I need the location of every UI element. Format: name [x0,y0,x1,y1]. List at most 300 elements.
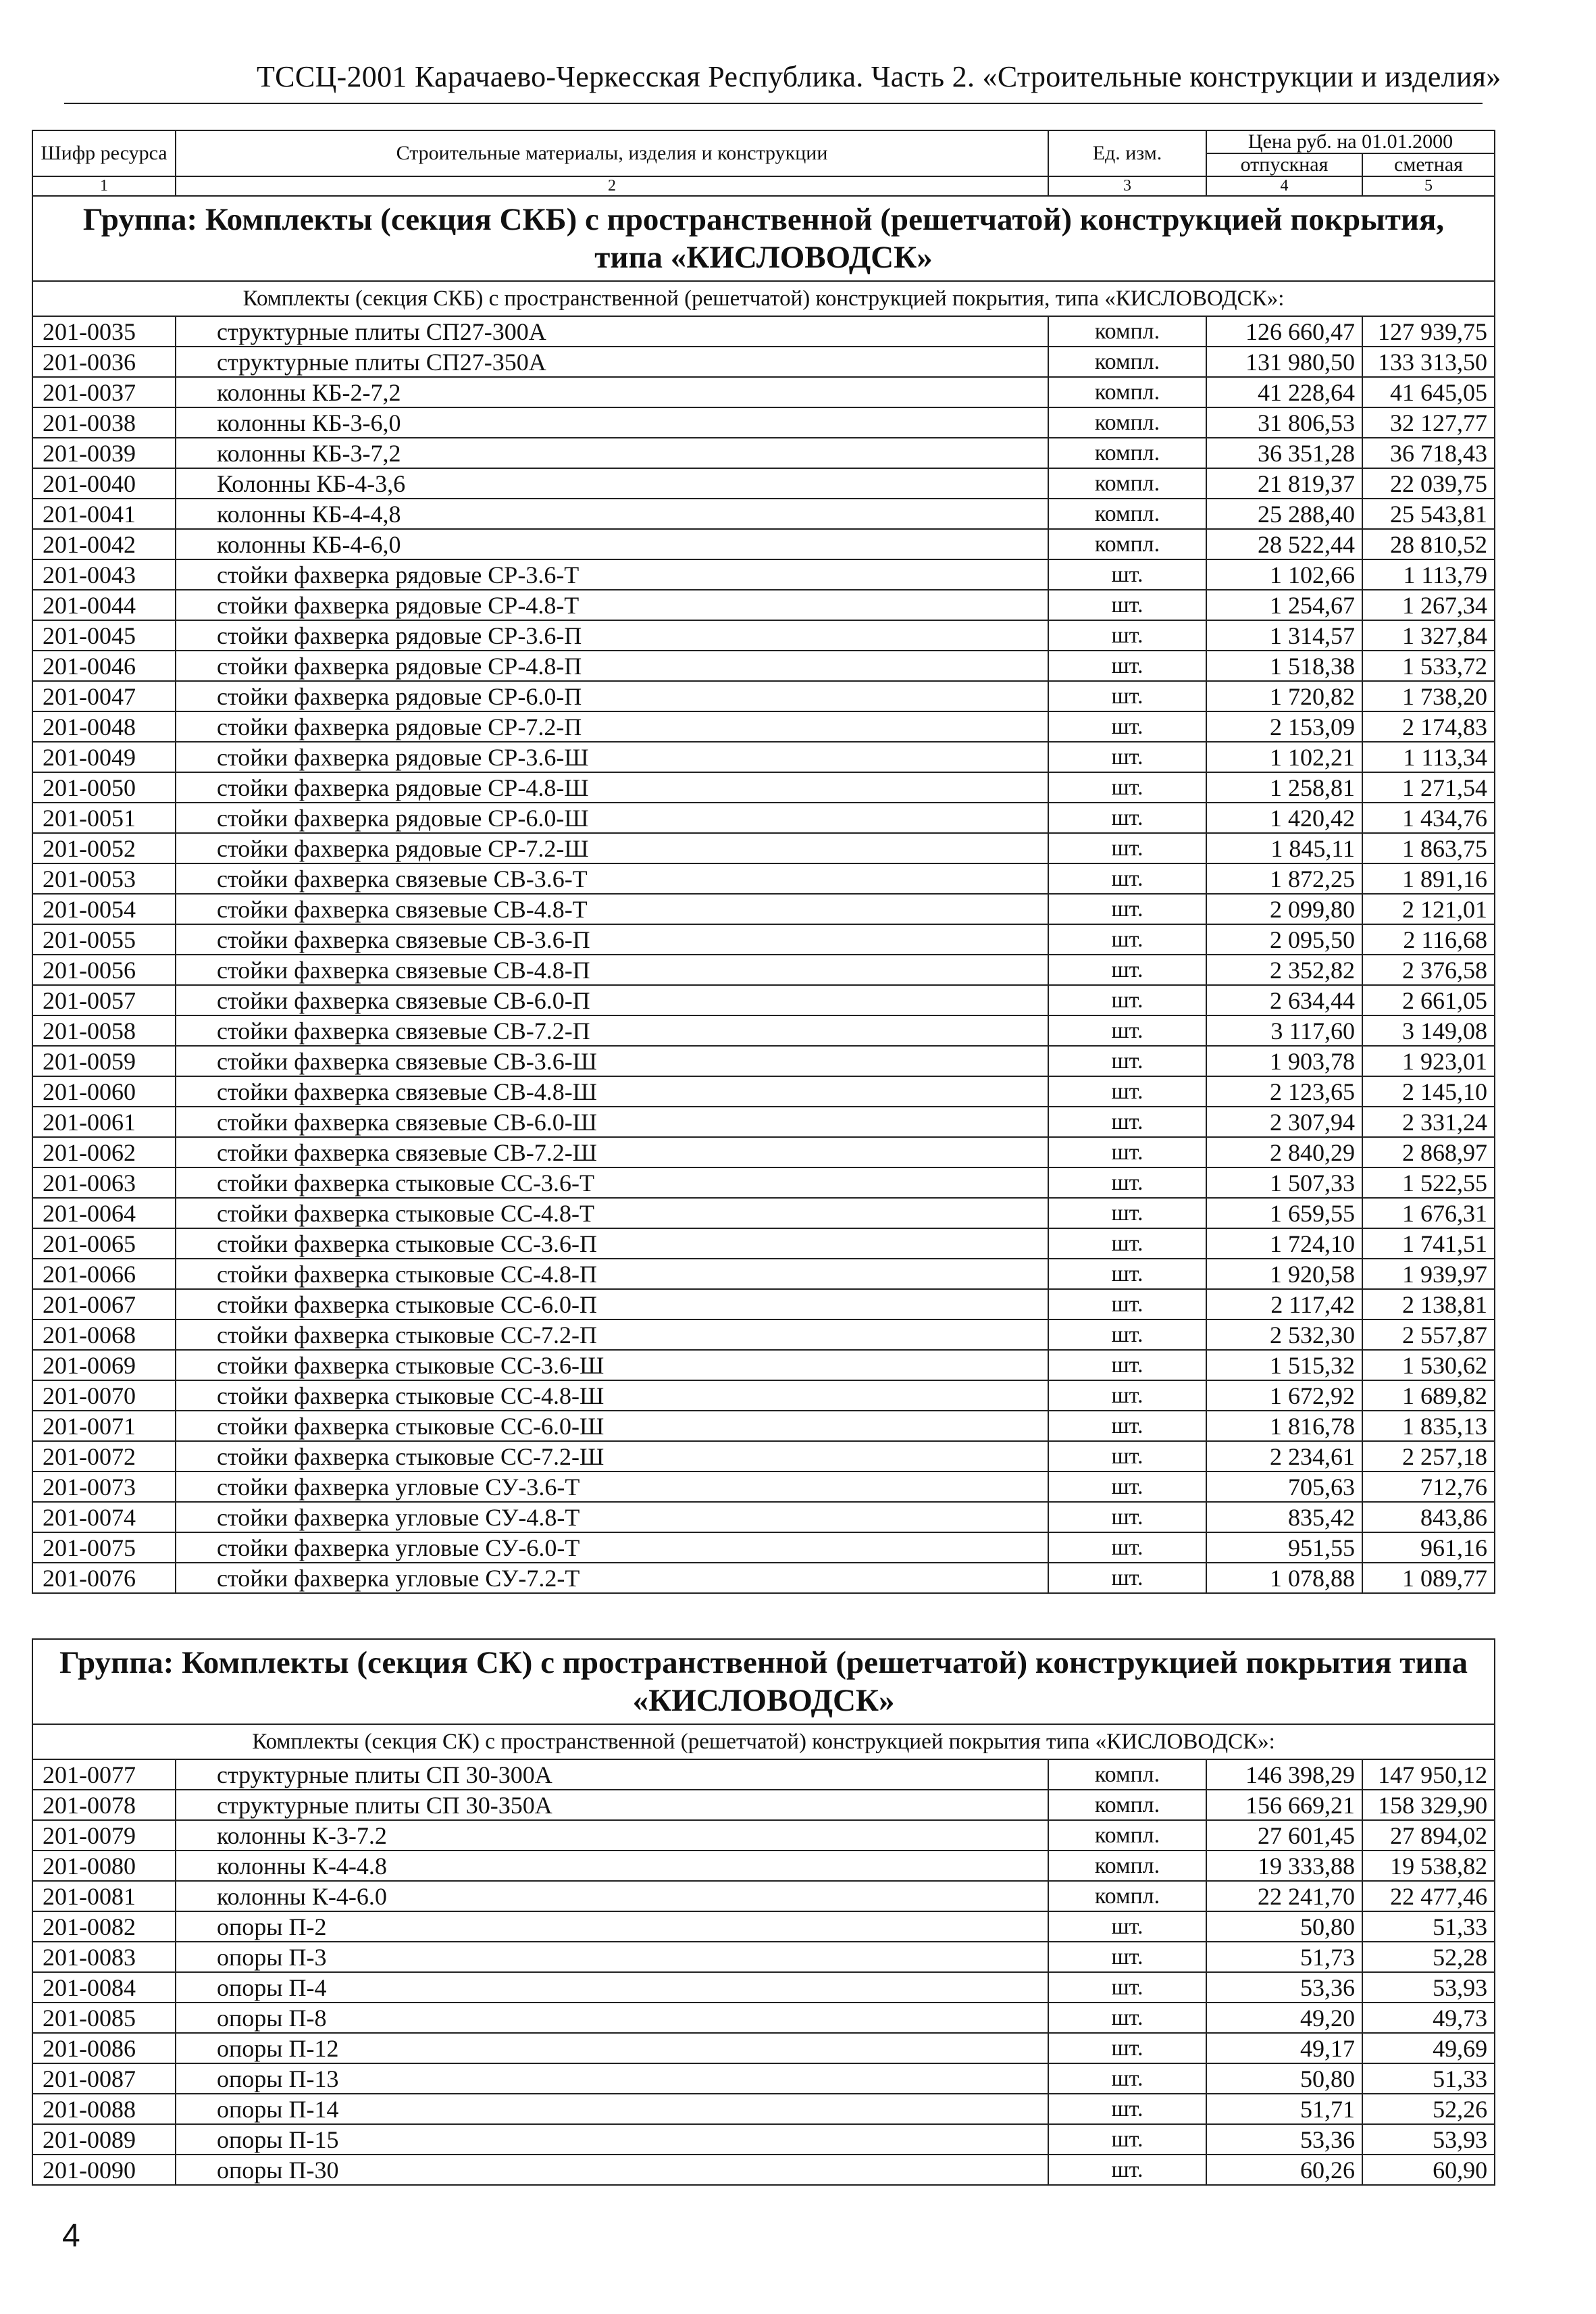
material-name: стойки фахверка связевые СВ-6.0-Ш [176,1107,1048,1137]
material-name: стойки фахверка стыковые СС-4.8-Т [176,1198,1048,1228]
resource-code: 201-0044 [32,590,176,620]
material-name: стойки фахверка стыковые СС-3.6-П [176,1228,1048,1259]
estimate-price: 1 741,51 [1362,1228,1495,1259]
table-row [32,2063,1495,2094]
material-name: стойки фахверка связевые СВ-3.6-Т [176,863,1048,894]
material-name: стойки фахверка стыковые СС-4.8-П [176,1259,1048,1289]
unit: шт. [1048,651,1206,681]
estimate-price: 1 267,34 [1362,590,1495,620]
estimate-price: 1 522,55 [1362,1167,1495,1198]
resource-code: 201-0088 [32,2094,176,2124]
table-row [32,863,1495,894]
unit: компл. [1048,1881,1206,1911]
table-row [32,407,1495,438]
material-name: стойки фахверка рядовые СР-7.2-Ш [176,833,1048,863]
col-number: 3 [1048,176,1206,196]
estimate-price: 1 434,76 [1362,803,1495,833]
page-number: 4 [62,2218,80,2254]
estimate-price: 158 329,90 [1362,1790,1495,1820]
table-row [32,468,1495,499]
material-name: стойки фахверка рядовые СР-3.6-Т [176,559,1048,590]
estimate-price: 843,86 [1362,1502,1495,1532]
resource-code: 201-0063 [32,1167,176,1198]
estimate-price: 52,28 [1362,1942,1495,1972]
unit: шт. [1048,559,1206,590]
unit: шт. [1048,2124,1206,2155]
unit: шт. [1048,681,1206,711]
estimate-price: 1 327,84 [1362,620,1495,651]
release-price: 2 234,61 [1206,1441,1362,1472]
resource-code: 201-0062 [32,1137,176,1167]
material-name: стойки фахверка стыковые СС-4.8-Ш [176,1380,1048,1411]
resource-code: 201-0055 [32,924,176,955]
table-row [32,2033,1495,2063]
release-price: 1 518,38 [1206,651,1362,681]
col-number: 1 [32,176,176,196]
release-price: 2 153,09 [1206,711,1362,742]
unit: компл. [1048,1759,1206,1790]
material-name: колонны КБ-3-6,0 [176,407,1048,438]
resource-code: 201-0058 [32,1015,176,1046]
unit: компл. [1048,1820,1206,1851]
group-subtitle-row [32,1724,1495,1759]
table-row [32,651,1495,681]
table-row [32,1259,1495,1289]
unit: шт. [1048,1441,1206,1472]
estimate-price: 41 645,05 [1362,377,1495,407]
unit: компл. [1048,377,1206,407]
col-number: 5 [1362,176,1495,196]
estimate-price: 52,26 [1362,2094,1495,2124]
resource-code: 201-0052 [32,833,176,863]
table-row [32,833,1495,863]
resource-code: 201-0065 [32,1228,176,1259]
estimate-price: 2 174,83 [1362,711,1495,742]
resource-code: 201-0074 [32,1502,176,1532]
table-row [32,1289,1495,1319]
estimate-price: 3 149,08 [1362,1015,1495,1046]
material-name: стойки фахверка угловые СУ-3.6-Т [176,1472,1048,1502]
col-header-price: Цена руб. на 01.01.2000 [1206,130,1495,153]
estimate-price: 1 923,01 [1362,1046,1495,1076]
table-row [32,955,1495,985]
resource-code: 201-0068 [32,1319,176,1350]
release-price: 60,26 [1206,2155,1362,2185]
release-price: 1 845,11 [1206,833,1362,863]
table-row [32,1350,1495,1380]
table-row [32,1015,1495,1046]
release-price: 705,63 [1206,1472,1362,1502]
material-name: стойки фахверка стыковые СС-6.0-Ш [176,1411,1048,1441]
material-name: структурные плиты СП 30-300А [176,1759,1048,1790]
estimate-price: 1 738,20 [1362,681,1495,711]
release-price: 835,42 [1206,1502,1362,1532]
unit: шт. [1048,1911,1206,1942]
release-price: 31 806,53 [1206,407,1362,438]
unit: шт. [1048,1259,1206,1289]
estimate-price: 1 113,79 [1362,559,1495,590]
release-price: 1 920,58 [1206,1259,1362,1289]
price-table-section-2 [32,1638,1495,2186]
table-row [32,1380,1495,1411]
material-name: стойки фахверка рядовые СР-7.2-П [176,711,1048,742]
release-price: 1 872,25 [1206,863,1362,894]
material-name: стойки фахверка угловые СУ-4.8-Т [176,1502,1048,1532]
material-name: стойки фахверка связевые СВ-4.8-Т [176,894,1048,924]
resource-code: 201-0067 [32,1289,176,1319]
group-subtitle: Комплекты (секция СК) с пространственной (решетчатой) конструкцией покрытия типа «КИСЛОВОДСК»: [32,1724,1495,1759]
unit: шт. [1048,1289,1206,1319]
estimate-price: 36 718,43 [1362,438,1495,468]
unit: шт. [1048,1046,1206,1076]
release-price: 2 352,82 [1206,955,1362,985]
material-name: стойки фахверка угловые СУ-6.0-Т [176,1532,1048,1563]
unit: шт. [1048,590,1206,620]
material-name: колонны К-3-7.2 [176,1820,1048,1851]
table-row [32,1167,1495,1198]
material-name: колонны КБ-2-7,2 [176,377,1048,407]
material-name: опоры П-8 [176,2003,1048,2033]
resource-code: 201-0077 [32,1759,176,1790]
material-name: Колонны КБ-4-3,6 [176,468,1048,499]
material-name: структурные плиты СП27-350А [176,347,1048,377]
table-row [32,438,1495,468]
table-row [32,894,1495,924]
release-price: 2 532,30 [1206,1319,1362,1350]
estimate-price: 22 477,46 [1362,1881,1495,1911]
resource-code: 201-0043 [32,559,176,590]
table-row [32,1759,1495,1790]
table-row [32,377,1495,407]
material-name: стойки фахверка стыковые СС-3.6-Ш [176,1350,1048,1380]
material-name: опоры П-4 [176,1972,1048,2003]
material-name: стойки фахверка связевые СВ-6.0-П [176,985,1048,1015]
estimate-price: 1 113,34 [1362,742,1495,772]
estimate-price: 1 530,62 [1362,1350,1495,1380]
estimate-price: 712,76 [1362,1472,1495,1502]
table-row [32,2094,1495,2124]
release-price: 50,80 [1206,2063,1362,2094]
release-price: 53,36 [1206,2124,1362,2155]
unit: компл. [1048,529,1206,559]
unit: шт. [1048,711,1206,742]
release-price: 51,73 [1206,1942,1362,1972]
material-name: колонны К-4-4.8 [176,1851,1048,1881]
table-row [32,772,1495,803]
resource-code: 201-0069 [32,1350,176,1380]
release-price: 1 507,33 [1206,1167,1362,1198]
estimate-price: 49,69 [1362,2033,1495,2063]
unit: шт. [1048,1228,1206,1259]
resource-code: 201-0049 [32,742,176,772]
estimate-price: 147 950,12 [1362,1759,1495,1790]
material-name: опоры П-3 [176,1942,1048,1972]
price-table-section-1 [32,130,1495,1594]
estimate-price: 2 121,01 [1362,894,1495,924]
resource-code: 201-0075 [32,1532,176,1563]
material-name: структурные плиты СП27-300А [176,316,1048,347]
resource-code: 201-0072 [32,1441,176,1472]
release-price: 1 672,92 [1206,1380,1362,1411]
table-row [32,742,1495,772]
unit: шт. [1048,2155,1206,2185]
release-price: 156 669,21 [1206,1790,1362,1820]
table-row [32,620,1495,651]
resource-code: 201-0066 [32,1259,176,1289]
release-price: 41 228,64 [1206,377,1362,407]
release-price: 1 102,66 [1206,559,1362,590]
material-name: опоры П-14 [176,2094,1048,2124]
release-price: 1 903,78 [1206,1046,1362,1076]
estimate-price: 127 939,75 [1362,316,1495,347]
unit: шт. [1048,1015,1206,1046]
table-row [32,1972,1495,2003]
material-name: стойки фахверка связевые СВ-4.8-П [176,955,1048,985]
resource-code: 201-0060 [32,1076,176,1107]
table-row [32,1911,1495,1942]
table-row [32,1942,1495,1972]
estimate-price: 53,93 [1362,1972,1495,2003]
release-price: 1 724,10 [1206,1228,1362,1259]
table-row [32,590,1495,620]
resource-code: 201-0090 [32,2155,176,2185]
unit: шт. [1048,1472,1206,1502]
resource-code: 201-0037 [32,377,176,407]
table-row [32,2124,1495,2155]
unit: шт. [1048,1563,1206,1593]
unit: шт. [1048,833,1206,863]
release-price: 1 254,67 [1206,590,1362,620]
unit: компл. [1048,499,1206,529]
table-row [32,1441,1495,1472]
estimate-price: 32 127,77 [1362,407,1495,438]
estimate-price: 2 868,97 [1362,1137,1495,1167]
group-title-row [32,1639,1495,1724]
table-row [32,1881,1495,1911]
release-price: 1 420,42 [1206,803,1362,833]
material-name: стойки фахверка рядовые СР-3.6-П [176,620,1048,651]
table-row [32,1076,1495,1107]
release-price: 2 095,50 [1206,924,1362,955]
release-price: 28 522,44 [1206,529,1362,559]
release-price: 1 515,32 [1206,1350,1362,1380]
unit: шт. [1048,1942,1206,1972]
group-subtitle-row [32,281,1495,316]
table-row [32,559,1495,590]
resource-code: 201-0079 [32,1820,176,1851]
release-price: 53,36 [1206,1972,1362,2003]
unit: компл. [1048,407,1206,438]
table-row [32,803,1495,833]
resource-code: 201-0081 [32,1881,176,1911]
release-price: 22 241,70 [1206,1881,1362,1911]
material-name: стойки фахверка угловые СУ-7.2-Т [176,1563,1048,1593]
resource-code: 201-0048 [32,711,176,742]
release-price: 2 840,29 [1206,1137,1362,1167]
resource-code: 201-0059 [32,1046,176,1076]
table-row [32,1820,1495,1851]
release-price: 51,71 [1206,2094,1362,2124]
estimate-price: 2 331,24 [1362,1107,1495,1137]
table-row [32,711,1495,742]
release-price: 951,55 [1206,1532,1362,1563]
table-row [32,985,1495,1015]
resource-code: 201-0071 [32,1411,176,1441]
estimate-price: 49,73 [1362,2003,1495,2033]
material-name: стойки фахверка рядовые СР-4.8-П [176,651,1048,681]
page-header: ТССЦ-2001 Карачаево-Черкесская Республика. Часть 2. «Строительные конструкции и изделия» [257,60,1501,93]
estimate-price: 19 538,82 [1362,1851,1495,1881]
estimate-price: 2 376,58 [1362,955,1495,985]
estimate-price: 1 939,97 [1362,1259,1495,1289]
table-row [32,681,1495,711]
resource-code: 201-0089 [32,2124,176,2155]
resource-code: 201-0047 [32,681,176,711]
estimate-price: 1 676,31 [1362,1198,1495,1228]
release-price: 2 123,65 [1206,1076,1362,1107]
material-name: стойки фахверка рядовые СР-6.0-П [176,681,1048,711]
estimate-price: 1 689,82 [1362,1380,1495,1411]
estimate-price: 1 891,16 [1362,863,1495,894]
unit: шт. [1048,1167,1206,1198]
unit: шт. [1048,1502,1206,1532]
table-row [32,1502,1495,1532]
unit: шт. [1048,924,1206,955]
resource-code: 201-0053 [32,863,176,894]
unit: шт. [1048,1198,1206,1228]
estimate-price: 60,90 [1362,2155,1495,2185]
unit: шт. [1048,955,1206,985]
unit: компл. [1048,1851,1206,1881]
table-row [32,1472,1495,1502]
estimate-price: 1 835,13 [1362,1411,1495,1441]
col-header-estimate: сметная [1362,153,1495,176]
release-price: 49,17 [1206,2033,1362,2063]
col-number: 4 [1206,176,1362,196]
resource-code: 201-0045 [32,620,176,651]
unit: шт. [1048,620,1206,651]
material-name: опоры П-30 [176,2155,1048,2185]
unit: шт. [1048,1107,1206,1137]
unit: шт. [1048,985,1206,1015]
resource-code: 201-0054 [32,894,176,924]
table-row [32,1137,1495,1167]
unit: шт. [1048,1076,1206,1107]
material-name: колонны КБ-3-7,2 [176,438,1048,468]
resource-code: 201-0085 [32,2003,176,2033]
resource-code: 201-0035 [32,316,176,347]
release-price: 131 980,50 [1206,347,1362,377]
unit: компл. [1048,1790,1206,1820]
material-name: стойки фахверка стыковые СС-3.6-Т [176,1167,1048,1198]
resource-code: 201-0086 [32,2033,176,2063]
release-price: 2 307,94 [1206,1107,1362,1137]
material-name: колонны КБ-4-4,8 [176,499,1048,529]
material-name: опоры П-13 [176,2063,1048,2094]
estimate-price: 28 810,52 [1362,529,1495,559]
release-price: 2 117,42 [1206,1289,1362,1319]
table-row [32,924,1495,955]
unit: шт. [1048,1137,1206,1167]
resource-code: 201-0041 [32,499,176,529]
group-subtitle: Комплекты (секция СКБ) с пространственной (решетчатой) конструкцией покрытия, типа «КИСЛОВОДСК»: [32,281,1495,316]
estimate-price: 2 661,05 [1362,985,1495,1015]
material-name: стойки фахверка связевые СВ-7.2-П [176,1015,1048,1046]
unit: компл. [1048,316,1206,347]
col-header-name: Строительные материалы, изделия и конструкции [176,130,1048,176]
unit: шт. [1048,742,1206,772]
resource-code: 201-0082 [32,1911,176,1942]
estimate-price: 1 089,77 [1362,1563,1495,1593]
estimate-price: 22 039,75 [1362,468,1495,499]
resource-code: 201-0073 [32,1472,176,1502]
group-title-row [32,196,1495,281]
table-row [32,529,1495,559]
col-number: 2 [176,176,1048,196]
header-rule [64,103,1483,104]
resource-code: 201-0046 [32,651,176,681]
estimate-price: 133 313,50 [1362,347,1495,377]
table-row [32,499,1495,529]
estimate-price: 1 863,75 [1362,833,1495,863]
unit: шт. [1048,772,1206,803]
unit: шт. [1048,1350,1206,1380]
unit: шт. [1048,1411,1206,1441]
table-row [32,2155,1495,2185]
release-price: 1 314,57 [1206,620,1362,651]
unit: шт. [1048,1380,1206,1411]
material-name: колонны К-4-6.0 [176,1881,1048,1911]
resource-code: 201-0076 [32,1563,176,1593]
col-header-release: отпускная [1206,153,1362,176]
resource-code: 201-0056 [32,955,176,985]
release-price: 2 099,80 [1206,894,1362,924]
release-price: 2 634,44 [1206,985,1362,1015]
resource-code: 201-0070 [32,1380,176,1411]
table-row [32,1198,1495,1228]
unit: шт. [1048,2003,1206,2033]
release-price: 36 351,28 [1206,438,1362,468]
material-name: стойки фахверка рядовые СР-4.8-Т [176,590,1048,620]
material-name: структурные плиты СП 30-350А [176,1790,1048,1820]
table-row [32,1107,1495,1137]
resource-code: 201-0083 [32,1942,176,1972]
material-name: стойки фахверка связевые СВ-7.2-Ш [176,1137,1048,1167]
release-price: 146 398,29 [1206,1759,1362,1790]
resource-code: 201-0050 [32,772,176,803]
estimate-price: 2 557,87 [1362,1319,1495,1350]
unit: шт. [1048,2063,1206,2094]
table-row [32,1411,1495,1441]
estimate-price: 25 543,81 [1362,499,1495,529]
resource-code: 201-0087 [32,2063,176,2094]
unit: компл. [1048,347,1206,377]
estimate-price: 51,33 [1362,2063,1495,2094]
material-name: стойки фахверка связевые СВ-3.6-П [176,924,1048,955]
material-name: стойки фахверка стыковые СС-7.2-П [176,1319,1048,1350]
resource-code: 201-0036 [32,347,176,377]
release-price: 1 258,81 [1206,772,1362,803]
resource-code: 201-0061 [32,1107,176,1137]
estimate-price: 2 257,18 [1362,1441,1495,1472]
unit: шт. [1048,1532,1206,1563]
unit: шт. [1048,803,1206,833]
estimate-price: 27 894,02 [1362,1820,1495,1851]
estimate-price: 961,16 [1362,1532,1495,1563]
release-price: 1 816,78 [1206,1411,1362,1441]
material-name: стойки фахверка рядовые СР-6.0-Ш [176,803,1048,833]
table-row [32,2003,1495,2033]
